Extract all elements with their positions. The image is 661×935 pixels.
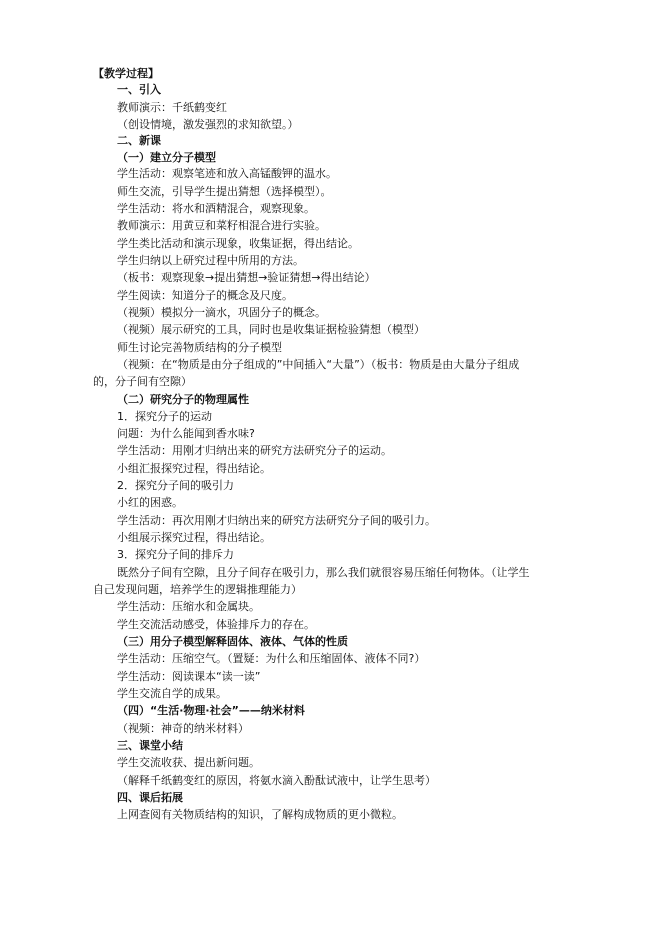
paragraph-line: （板书：观察现象→提出猜想→验证猜想→得出结论） (117, 271, 376, 284)
paragraph-line: 学生类比活动和演示现象，收集证据，得出结论。 (117, 237, 359, 250)
paragraph-line: 学生活动：将水和酒精混合，观察现象。 (117, 202, 315, 215)
paragraph-line: 教师演示：千纸鹤变红 (117, 101, 227, 114)
paragraph-line: 问题：为什么能闻到香水味? (117, 427, 255, 440)
subsection-title: （二）研究分子的物理属性 (117, 393, 249, 406)
section-heading: 【教学过程】 (93, 67, 159, 80)
paragraph-line: 学生交流活动感受，体验排斥力的存在。 (117, 618, 315, 631)
subsection-title: （四）“生活·物理·社会”——纳米材料 (117, 704, 305, 717)
paragraph-line: （视频）展示研究的工具，同时也是收集证据检验猜想（模型） (117, 323, 425, 336)
paragraph-line: 小红的困惑。 (117, 496, 183, 509)
subsection-title: （一）建立分子模型 (117, 151, 216, 164)
paragraph-line: （视频）模拟分一滴水，巩固分子的概念。 (117, 306, 326, 319)
paragraph-line: （视频：神奇的纳米材料） (117, 722, 249, 735)
paragraph-line: 师生讨论完善物质结构的分子模型 (117, 341, 282, 354)
paragraph-line: （创设情境，激发强烈的求知欲望。） (117, 118, 299, 131)
paragraph-line: （解释千纸鹤变红的原因，将氨水滴入酚酞试液中，让学生思考） (117, 774, 436, 787)
subsection-title: （三）用分子模型解释固体、液体、气体的性质 (117, 635, 348, 648)
paragraph-line: 自己发现问题，培养学生的逻辑推理能力） (93, 583, 302, 596)
paragraph-line: 3．探究分子间的排斥力 (117, 548, 234, 561)
paragraph-line: （视频：在“物质是由分子组成的”中间插入“大量”）（板书：物质是由大量分子组成 (117, 358, 520, 371)
section-title-new-lesson: 二、新课 (117, 134, 161, 147)
paragraph-line: 学生交流收获、提出新问题。 (117, 756, 260, 769)
paragraph-line: 学生活动：观察笔迹和放入高锰酸钾的温水。 (117, 167, 337, 180)
paragraph-line: 学生阅读：知道分子的概念及尺度。 (117, 289, 293, 302)
paragraph-line: 上网查阅有关物质结构的知识，了解构成物质的更小微粒。 (117, 808, 403, 821)
paragraph-line: 学生活动：压缩空气。（置疑：为什么和压缩固体、液体不同?） (117, 652, 426, 665)
paragraph-line: 的，分子间有空隙） (93, 375, 192, 388)
paragraph-line: 2．探究分子间的吸引力 (117, 479, 234, 492)
paragraph-line: 1．探究分子的运动 (117, 410, 212, 423)
paragraph-line: 学生活动：用刚才归纳出来的研究方法研究分子的运动。 (117, 444, 392, 457)
section-title-summary: 三、课堂小结 (117, 739, 183, 752)
paragraph-line: 学生归纳以上研究过程中所用的方法。 (117, 254, 304, 267)
paragraph-line: 小组展示探究过程，得出结论。 (117, 531, 271, 544)
paragraph-line: 教师演示：用黄豆和菜籽相混合进行实验。 (117, 219, 326, 232)
paragraph-line: 既然分子间有空隙，且分子间存在吸引力，那么我们就很容易压缩任何物体。（让学生 (117, 566, 530, 579)
paragraph-line: 小组汇报探究过程，得出结论。 (117, 462, 271, 475)
paragraph-line: 师生交流，引导学生提出猜想（选择模型）。 (117, 185, 332, 198)
section-title-intro: 一、引入 (117, 83, 161, 96)
paragraph-line: 学生活动：压缩水和金属块。 (117, 600, 260, 613)
section-title-extension: 四、课后拓展 (117, 791, 183, 804)
paragraph-line: 学生活动：再次用刚才归纳出来的研究方法研究分子间的吸引力。 (117, 514, 436, 527)
paragraph-line: 学生活动：阅读课本“读一读” (117, 670, 261, 683)
paragraph-line: 学生交流自学的成果。 (117, 687, 227, 700)
